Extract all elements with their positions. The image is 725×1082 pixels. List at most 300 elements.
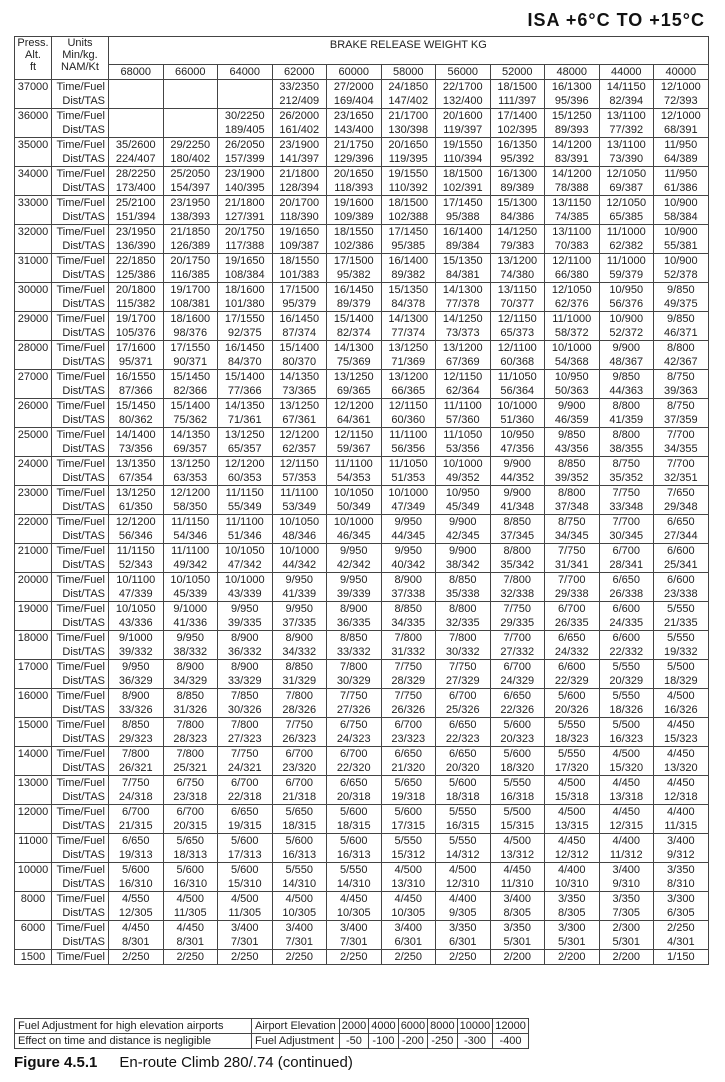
dist-tas-value: 109/387 (279, 240, 320, 252)
dist-tas-value: 157/399 (224, 153, 265, 165)
time-fuel-value: 3/400 (285, 922, 314, 934)
data-cell (163, 631, 218, 660)
time-fuel-value: 23/1900 (224, 168, 265, 180)
time-fuel-value: 19/1700 (170, 284, 211, 296)
data-cell (272, 921, 327, 950)
time-fuel-value: 13/1250 (224, 429, 265, 441)
data-cell (436, 80, 491, 109)
dist-tas-value: 67/354 (118, 472, 153, 484)
dist-tas-label: Dist/TAS (62, 182, 105, 194)
data-cell (654, 776, 709, 805)
data-cell (545, 196, 600, 225)
dist-tas-value: 8/305 (503, 907, 532, 919)
dist-tas-value: 84/381 (445, 269, 480, 281)
data-cell (109, 399, 164, 428)
time-fuel-value: 2/250 (176, 951, 205, 963)
time-fuel-value: 9/900 (448, 516, 477, 528)
data-cell (218, 196, 273, 225)
data-cell (109, 486, 164, 515)
data-cell (436, 515, 491, 544)
time-fuel-value: 28/2250 (115, 168, 156, 180)
data-cell (163, 457, 218, 486)
dist-tas-value: 31/332 (391, 646, 426, 658)
dist-tas-value: 18/315 (336, 820, 371, 832)
data-cell (654, 747, 709, 776)
adjustment-value: -300 (457, 1034, 493, 1049)
time-fuel-label: Time/Fuel (56, 81, 105, 93)
adjustment-value: -100 (369, 1034, 398, 1049)
data-cell (654, 573, 709, 602)
elevation-value: 6000 (398, 1019, 427, 1034)
units-label-cell (52, 283, 109, 312)
time-fuel-value: 7/750 (285, 719, 314, 731)
data-cell (436, 428, 491, 457)
time-fuel-value: 2/250 (285, 951, 314, 963)
dist-tas-value: 89/379 (336, 298, 371, 310)
time-fuel-value: 9/1000 (173, 603, 208, 615)
dist-tas-label: Dist/TAS (62, 646, 105, 658)
time-fuel-value: 2/250 (394, 951, 423, 963)
time-fuel-label: Time/Fuel (56, 806, 105, 818)
data-cell (327, 776, 382, 805)
dist-tas-value: 38/355 (609, 443, 644, 455)
dist-tas-value: 212/409 (279, 95, 320, 107)
weight-header-cell: 58000 (381, 65, 436, 80)
time-fuel-value: 9/850 (667, 313, 695, 325)
time-fuel-value: 4/400 (448, 893, 477, 905)
data-cell (545, 312, 600, 341)
time-fuel-value: 6/650 (121, 835, 150, 847)
data-cell (163, 950, 218, 965)
data-cell (599, 747, 654, 776)
dist-tas-value: 34/345 (554, 530, 589, 542)
dist-tas-value: 26/335 (554, 617, 589, 629)
dist-tas-value: 41/336 (173, 617, 208, 629)
dist-tas-value: 60/368 (500, 356, 535, 368)
time-fuel-value: 8/900 (176, 661, 205, 673)
time-fuel-value: 15/1350 (442, 255, 483, 267)
dist-tas-value: 95/371 (118, 356, 153, 368)
dist-tas-label: Dist/TAS (62, 153, 105, 165)
data-cell (218, 399, 273, 428)
time-fuel-value: 4/450 (339, 893, 368, 905)
dist-tas-value: 48/346 (282, 530, 317, 542)
data-cell (272, 892, 327, 921)
time-fuel-value: 5/600 (503, 719, 532, 731)
time-fuel-label: Time/Fuel (56, 226, 105, 238)
dist-tas-value: 51/346 (227, 530, 262, 542)
time-fuel-value: 5/500 (503, 806, 532, 818)
dist-tas-value: 17/315 (391, 820, 426, 832)
data-cell (490, 428, 545, 457)
data-cell (163, 283, 218, 312)
time-fuel-value: 26/2050 (224, 139, 265, 151)
time-fuel-value: 7/750 (503, 603, 532, 615)
dist-tas-value: 7/301 (339, 936, 368, 948)
data-cell (327, 254, 382, 283)
time-fuel-value: 3/400 (612, 864, 641, 876)
dist-tas-value: 51/353 (391, 472, 426, 484)
time-fuel-value: 9/850 (612, 371, 641, 383)
data-cell (272, 660, 327, 689)
data-cell (218, 167, 273, 196)
data-cell (218, 428, 273, 457)
dist-tas-value: 24/335 (609, 617, 644, 629)
dist-tas-value: 50/349 (336, 501, 371, 513)
dist-tas-value: 10/305 (282, 907, 317, 919)
time-fuel-value: 3/350 (612, 893, 641, 905)
adjustment-value: -250 (428, 1034, 457, 1049)
time-fuel-value: 7/700 (667, 458, 695, 470)
dist-tas-value: 18/315 (282, 820, 317, 832)
time-fuel-value: 13/1150 (552, 197, 592, 209)
time-fuel-value: 10/1050 (333, 487, 374, 499)
data-cell (272, 283, 327, 312)
time-fuel-value: 18/1550 (279, 255, 320, 267)
dist-tas-label: Dist/TAS (62, 327, 105, 339)
time-fuel-value: 6/650 (503, 690, 532, 702)
weight-header-cell: 44000 (599, 65, 654, 80)
data-cell (327, 834, 382, 863)
dist-tas-value: 15/315 (500, 820, 535, 832)
time-fuel-value: 4/450 (176, 922, 205, 934)
pressure-altitude-cell: 31000 (15, 254, 52, 283)
dist-tas-label: Dist/TAS (62, 936, 105, 948)
time-fuel-value: 7/800 (394, 632, 423, 644)
data-cell (599, 573, 654, 602)
data-cell (654, 225, 709, 254)
data-cell (218, 312, 273, 341)
time-fuel-value: 7/700 (612, 516, 641, 528)
figure-title: En-route Climb 280/.74 (continued) (119, 1054, 353, 1071)
data-cell (272, 399, 327, 428)
units-label-cell (52, 631, 109, 660)
dist-tas-value: 38/342 (445, 559, 480, 571)
dist-tas-value: 5/301 (503, 936, 532, 948)
data-cell (654, 196, 709, 225)
data-cell (545, 689, 600, 718)
dist-tas-value: 34/332 (282, 646, 317, 658)
time-fuel-value: 4/400 (667, 806, 695, 818)
data-cell (109, 602, 164, 631)
time-fuel-value: 13/1250 (279, 400, 320, 412)
time-fuel-value: 10/950 (609, 284, 644, 296)
data-cell (163, 428, 218, 457)
time-fuel-label: Time/Fuel (56, 313, 105, 325)
dist-tas-value: 22/323 (445, 733, 480, 745)
data-cell (490, 341, 545, 370)
time-fuel-value: 7/750 (612, 487, 641, 499)
data-cell (490, 486, 545, 515)
data-cell (381, 660, 436, 689)
time-fuel-value: 9/950 (394, 516, 423, 528)
data-cell (436, 950, 491, 965)
time-fuel-value: 5/550 (394, 835, 423, 847)
time-fuel-value: 4/450 (394, 893, 423, 905)
data-cell (654, 167, 709, 196)
time-fuel-value: 2/250 (121, 951, 150, 963)
dist-tas-value: 111/397 (498, 95, 537, 107)
dist-tas-value: 20/320 (445, 762, 480, 774)
data-cell (381, 196, 436, 225)
data-cell (545, 225, 600, 254)
time-fuel-value: 12/1200 (115, 516, 156, 528)
time-fuel-label: Time/Fuel (56, 284, 105, 296)
time-fuel-value: 5/600 (557, 690, 586, 702)
data-cell (381, 370, 436, 399)
data-cell (163, 573, 218, 602)
time-fuel-value: 4/500 (285, 893, 314, 905)
data-cell (545, 921, 600, 950)
time-fuel-value: 8/850 (503, 516, 532, 528)
time-fuel-value: 6/700 (557, 603, 586, 615)
dist-tas-value: 47/349 (391, 501, 426, 513)
data-cell (272, 80, 327, 109)
units-label-cell (52, 921, 109, 950)
dist-tas-label: Dist/TAS (62, 240, 105, 252)
data-cell (545, 602, 600, 631)
time-fuel-value: 23/1900 (279, 139, 320, 151)
time-fuel-value: 29/2250 (170, 139, 211, 151)
data-cell (545, 834, 600, 863)
time-fuel-value: 18/1550 (333, 226, 374, 238)
data-cell (436, 689, 491, 718)
data-cell (327, 921, 382, 950)
dist-tas-label: Dist/TAS (62, 675, 105, 687)
table-row (15, 573, 709, 602)
data-cell (490, 138, 545, 167)
data-cell (163, 312, 218, 341)
time-fuel-value: 12/1150 (497, 313, 537, 325)
dist-tas-value: 70/383 (554, 240, 589, 252)
dist-tas-label: Dist/TAS (62, 762, 105, 774)
data-cell (272, 950, 327, 965)
pressure-altitude-cell: 27000 (15, 370, 52, 399)
data-cell (218, 921, 273, 950)
dist-tas-value: 41/348 (500, 501, 535, 513)
time-fuel-value: 6/700 (285, 777, 314, 789)
pressure-altitude-cell: 25000 (15, 428, 52, 457)
dist-tas-value: 35/338 (445, 588, 480, 600)
time-fuel-value: 21/1750 (333, 139, 374, 151)
dist-tas-value: 90/371 (173, 356, 208, 368)
data-cell (272, 486, 327, 515)
time-fuel-label: Time/Fuel (56, 661, 105, 673)
data-cell (599, 689, 654, 718)
dist-tas-value: 53/349 (282, 501, 317, 513)
time-fuel-value: 18/1500 (388, 197, 429, 209)
weight-header-cell: 40000 (654, 65, 709, 80)
data-cell (327, 863, 382, 892)
data-cell (490, 689, 545, 718)
data-cell (654, 660, 709, 689)
time-fuel-value: 6/650 (448, 748, 477, 760)
time-fuel-value: 5/650 (285, 806, 314, 818)
dist-tas-value: 18/320 (500, 762, 535, 774)
data-cell (327, 80, 382, 109)
units-label-cell (52, 689, 109, 718)
time-fuel-value: 3/400 (230, 922, 259, 934)
data-cell (545, 544, 600, 573)
units-label-cell (52, 138, 109, 167)
data-cell (327, 718, 382, 747)
time-fuel-value: 5/600 (230, 835, 259, 847)
dist-tas-value: 73/356 (118, 443, 153, 455)
data-cell (109, 776, 164, 805)
data-cell (436, 660, 491, 689)
data-cell (654, 921, 709, 950)
dist-tas-value: 19/332 (663, 646, 698, 658)
time-fuel-label: Time/Fuel (56, 922, 105, 934)
dist-tas-value (218, 94, 272, 108)
dist-tas-value: 24/323 (336, 733, 371, 745)
units-label-cell (52, 544, 109, 573)
time-fuel-value: 21/1700 (388, 110, 429, 122)
data-cell (163, 718, 218, 747)
dist-tas-value: 31/341 (554, 559, 589, 571)
time-fuel-value: 3/350 (667, 864, 695, 876)
data-cell (490, 370, 545, 399)
data-cell (490, 660, 545, 689)
table-row (15, 863, 709, 892)
time-fuel-value: 16/1550 (115, 371, 156, 383)
dist-tas-value: 11/310 (500, 878, 534, 890)
time-fuel-value: 10/1100 (116, 574, 156, 586)
time-fuel-value: 5/550 (557, 719, 586, 731)
data-cell (436, 225, 491, 254)
pressure-altitude-cell: 26000 (15, 399, 52, 428)
dist-tas-value: 70/377 (500, 298, 535, 310)
dist-tas-value: 75/369 (336, 356, 371, 368)
data-cell (654, 689, 709, 718)
data-cell (327, 312, 382, 341)
data-cell (436, 196, 491, 225)
time-fuel-value: 8/900 (230, 632, 259, 644)
table-row (15, 457, 709, 486)
dist-tas-value: 16/313 (282, 849, 317, 861)
dist-tas-value: 9/310 (612, 878, 641, 890)
dist-tas-label: Dist/TAS (62, 588, 105, 600)
data-cell (272, 573, 327, 602)
time-fuel-value: 2/200 (612, 951, 641, 963)
data-cell (163, 660, 218, 689)
dist-tas-value: 12/318 (663, 791, 698, 803)
data-cell (545, 457, 600, 486)
dist-tas-value (164, 94, 218, 108)
time-fuel-value: 5/600 (339, 806, 368, 818)
data-cell (436, 805, 491, 834)
dist-tas-value: 16/310 (173, 878, 208, 890)
time-fuel-value: 7/800 (503, 574, 532, 586)
pressure-altitude-cell: 6000 (15, 921, 52, 950)
time-fuel-value: 4/450 (612, 806, 641, 818)
dist-tas-label: Dist/TAS (62, 269, 105, 281)
time-fuel-value: 8/850 (121, 719, 150, 731)
elevation-value: 10000 (457, 1019, 493, 1034)
data-cell (654, 892, 709, 921)
dist-tas-value: 119/397 (443, 124, 483, 136)
table-row (15, 834, 709, 863)
data-cell (327, 689, 382, 718)
data-cell (381, 573, 436, 602)
dist-tas-value: 138/393 (170, 211, 211, 223)
time-fuel-value: 8/800 (557, 487, 586, 499)
figure-number: Figure 4.5.1 (14, 1054, 98, 1071)
data-cell (490, 457, 545, 486)
time-fuel-label: Time/Fuel (56, 139, 105, 151)
data-cell (490, 254, 545, 283)
time-fuel-value: 6/600 (557, 661, 586, 673)
table-row (15, 428, 709, 457)
dist-tas-value: 80/370 (282, 356, 317, 368)
dist-tas-value: 22/326 (500, 704, 535, 716)
data-cell (490, 167, 545, 196)
data-cell (381, 80, 436, 109)
data-cell (654, 428, 709, 457)
data-cell (163, 399, 218, 428)
dist-tas-value: 161/402 (279, 124, 320, 136)
data-cell (163, 834, 218, 863)
time-fuel-value: 7/800 (176, 719, 205, 731)
data-cell (436, 254, 491, 283)
dist-tas-value: 26/338 (609, 588, 644, 600)
time-fuel-value: 13/1200 (388, 371, 429, 383)
time-fuel-label: Time/Fuel (56, 951, 105, 963)
time-fuel-value: 35/2600 (115, 139, 156, 151)
dist-tas-value: 5/301 (612, 936, 641, 948)
dist-tas-value: 118/393 (334, 182, 374, 194)
data-cell (163, 747, 218, 776)
dist-tas-value: 45/349 (445, 501, 480, 513)
time-fuel-value: 10/1050 (224, 545, 265, 557)
data-cell (599, 80, 654, 109)
dist-tas-value: 20/318 (336, 791, 371, 803)
dist-tas-value: 89/384 (445, 240, 480, 252)
data-cell (163, 544, 218, 573)
time-fuel-value: 16/1300 (551, 81, 592, 93)
time-fuel-value: 8/900 (230, 661, 259, 673)
dist-tas-value: 68/391 (663, 124, 698, 136)
time-fuel-value: 5/600 (339, 835, 368, 847)
time-fuel-value: 13/1150 (497, 284, 537, 296)
data-cell (218, 689, 273, 718)
units-label-cell (52, 573, 109, 602)
time-fuel-value: 5/600 (503, 748, 532, 760)
data-cell (218, 457, 273, 486)
data-cell (436, 370, 491, 399)
time-fuel-value: 3/350 (503, 922, 532, 934)
time-fuel-value: 20/1600 (442, 110, 483, 122)
pressure-altitude-cell: 14000 (15, 747, 52, 776)
dist-tas-value: 30/329 (336, 675, 371, 687)
weight-header-cell: 66000 (163, 65, 218, 80)
time-fuel-value: 13/1250 (333, 371, 374, 383)
time-fuel-label: Time/Fuel (56, 429, 105, 441)
dist-tas-label: Dist/TAS (62, 733, 105, 745)
data-cell (218, 80, 273, 109)
data-cell (327, 428, 382, 457)
dist-tas-value: 45/339 (173, 588, 208, 600)
data-cell (599, 486, 654, 515)
pressure-altitude-cell: 1500 (15, 950, 52, 965)
table-row (15, 602, 709, 631)
dist-tas-value: 37/335 (282, 617, 317, 629)
dist-tas-value: 7/301 (285, 936, 314, 948)
time-fuel-value: 15/1350 (388, 284, 429, 296)
time-fuel-value: 5/550 (667, 603, 695, 615)
dist-tas-value: 95/385 (391, 240, 426, 252)
time-fuel-value: 11/1150 (116, 545, 155, 557)
